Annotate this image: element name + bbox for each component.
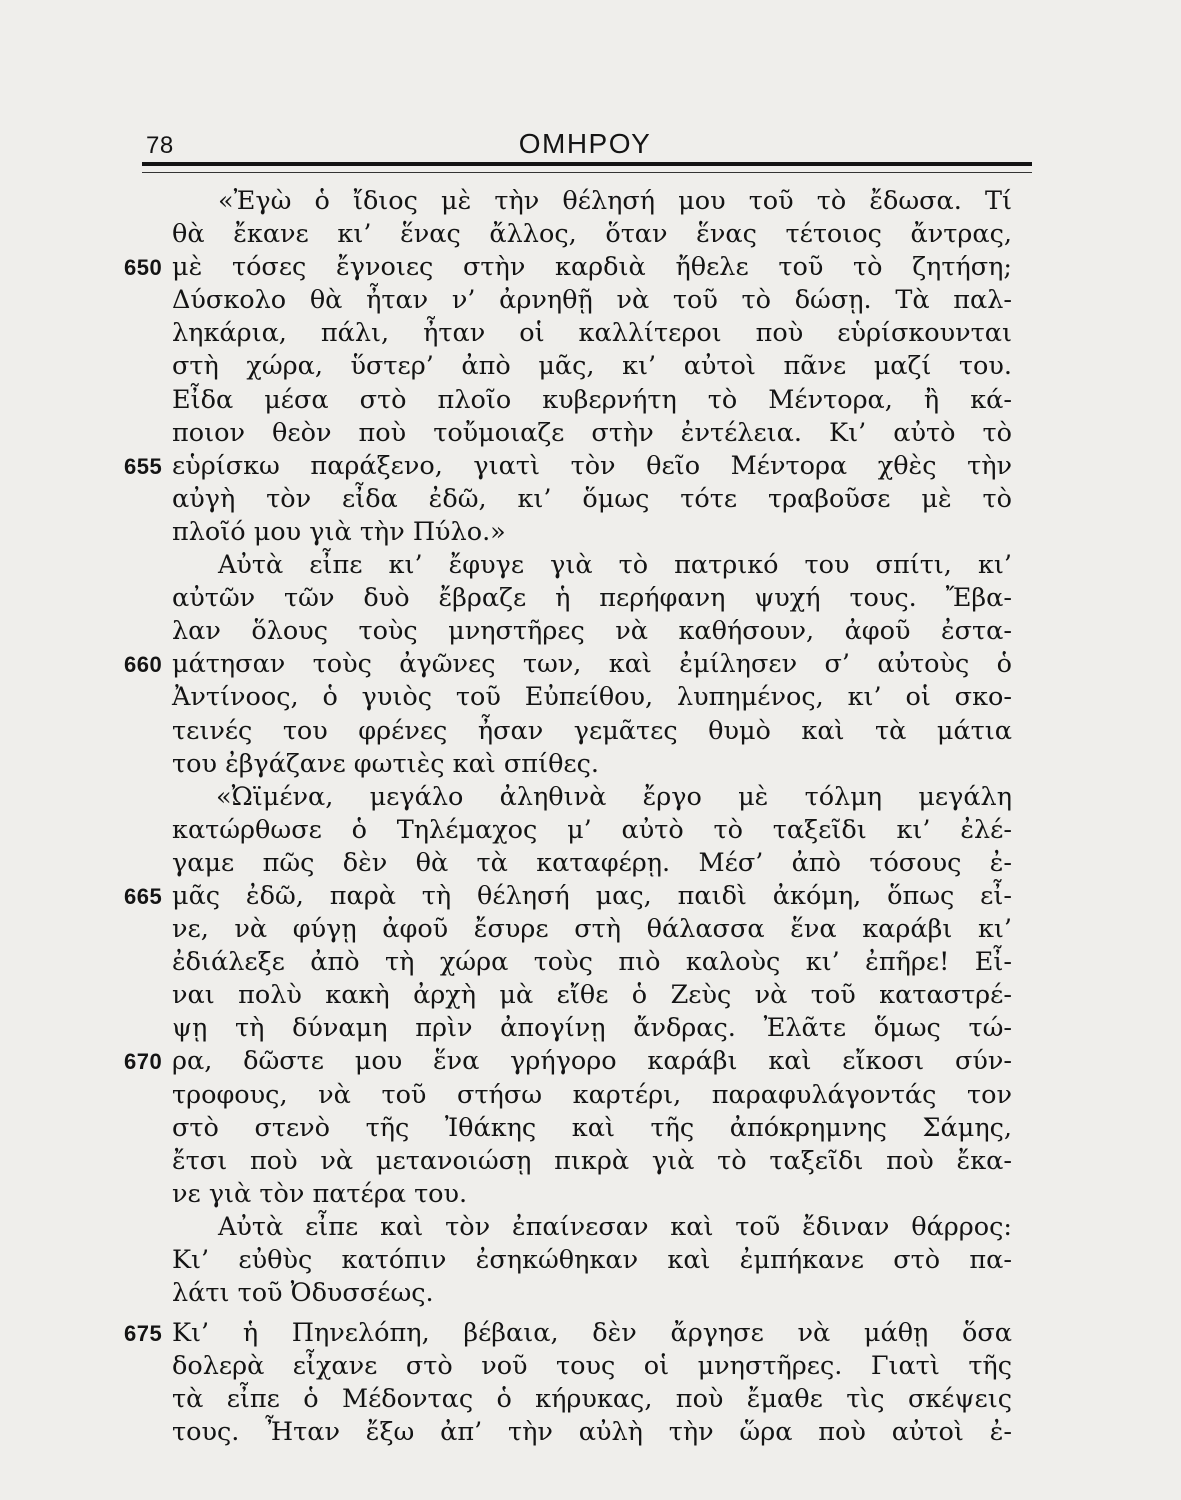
text-line	[124, 450, 1012, 483]
text-line	[124, 648, 1012, 681]
line-number: 650	[124, 255, 163, 281]
text-line: πλοῖό μου γιὰ τὴν Πύλο.»	[172, 516, 506, 547]
text-line: δολερὰ εἶχανε στὸ νοῦ τους οἱ μνηστῆρες. Γιατὶ τῆς	[172, 1351, 1012, 1382]
text-line: λαν ὅλους τοὺς μνηστῆρες νὰ καθήσουν, ἀφοῦ ἐστα-	[172, 616, 1012, 647]
line-text: Κι’ ἡ Πηνελόπη, βέβαια, δὲν ἄργησε νὰ μάθῃ ὅσα	[172, 1318, 1012, 1349]
line-text: εὑρίσκω παράξενο, γιατὶ τὸν θεῖο Μέντορα χθὲς τὴν	[172, 450, 1012, 481]
text-line: θὰ ἔκανε κι’ ἕνας ἄλλος, ὅταν ἕνας τέτοιος ἄντρας,	[172, 219, 1012, 250]
text-line: στὸ στενὸ τῆς Ἰθάκης καὶ τῆς ἀπόκρημνης Σάμης,	[172, 1112, 1012, 1143]
running-title: ΟΜΗΡΟΥ	[518, 128, 652, 159]
page-header	[140, 120, 1030, 160]
text-line: «Ἐγὼ ὁ ἴδιος μὲ τὴν θέλησή μου τοῦ τὸ ἔδωσα. Τί	[218, 186, 1012, 216]
paragraph-gap	[172, 1310, 1012, 1317]
text-line: τους. Ἦταν ἔξω ἀπ’ τὴν αὐλὴ τὴν ὥρα ποὺ αὐτοὶ ἐ-	[172, 1417, 1012, 1448]
text-line	[124, 1045, 1012, 1078]
text-line: Αὐτὰ εἶπε καὶ τὸν ἐπαίνεσαν καὶ τοῦ ἔδιναν θάρρος:	[218, 1211, 1012, 1242]
text-line: τὰ εἶπε ὁ Μέδοντας ὁ κήρυκας, ποὺ ἔμαθε τὶς σκέψεις	[172, 1384, 1012, 1415]
line-text: ρα, δῶστε μου ἕνα γρήγορο καράβι καὶ εἴκοσι σύν-	[172, 1046, 1012, 1077]
line-text: μᾶς ἐδῶ, παρὰ τὴ θέλησή μας, παιδὶ ἀκόμη, ὅπως εἶ-	[172, 880, 1012, 911]
text-line	[124, 880, 1012, 913]
text-line: «Ὠϊμένα, μεγάλο ἀληθινὰ ἔργο μὲ τόλμη μεγάλη	[216, 781, 1012, 812]
text-line: τροφους, νὰ τοῦ στήσω καρτέρι, παραφυλάγοντάς τον	[172, 1079, 1012, 1110]
text-line: ληκάρια, πάλι, ἦταν οἱ καλλίτεροι ποὺ εὑρίσκουνται	[172, 318, 1012, 349]
header-rule-thin	[142, 172, 1032, 173]
line-number: 675	[124, 1321, 163, 1347]
page-number: 78	[146, 132, 174, 159]
header-rule	[142, 162, 1032, 166]
text-line: στὴ χώρα, ὕστερ’ ἀπὸ μᾶς, κι’ αὐτοὶ πᾶνε μαζί του.	[172, 351, 1012, 382]
text-line: λάτι τοῦ Ὀδυσσέως.	[172, 1278, 434, 1309]
text-line: Αὐτὰ εἶπε κι’ ἔφυγε γιὰ τὸ πατρικό του σπίτι, κι’	[218, 550, 1012, 581]
text-line: ψῃ τὴ δύναμη πρὶν ἀπογίνῃ ἄνδρας. Ἐλᾶτε ὅμως τώ-	[172, 1013, 1012, 1044]
text-line: Εἶδα μέσα στὸ πλοῖο κυβερνήτη τὸ Μέντορα, ἢ κά-	[172, 384, 1012, 415]
line-text: μὲ τόσες ἔγνοιες στὴν καρδιὰ ἤθελε τοῦ τὸ ζητήση;	[172, 252, 1012, 283]
text-line: ἐδιάλεξε ἀπὸ τὴ χώρα τοὺς πιὸ καλοὺς κι’ ἐπῆρε! Εἶ-	[172, 947, 1012, 978]
text-line: κατώρθωσε ὁ Τηλέμαχος μ’ αὐτὸ τὸ ταξεῖδι κι’ ἐλέ-	[172, 814, 1012, 845]
text-line: ναι πολὺ κακὴ ἀρχὴ μὰ εἴθε ὁ Ζεὺς νὰ τοῦ καταστρέ-	[172, 980, 1012, 1011]
text-line: Ἀντίνοος, ὁ γυιὸς τοῦ Εὐπείθου, λυπημένος, κι’ οἱ σκο-	[172, 682, 1012, 713]
text-line: νε γιὰ τὸν πατέρα του.	[172, 1178, 468, 1209]
line-number: 670	[124, 1049, 163, 1075]
text-line: ἔτσι ποὺ νὰ μετανοιώσῃ πικρὰ γιὰ τὸ ταξεῖδι ποὺ ἔκα-	[172, 1145, 1012, 1176]
text-line: Δύσκολο θὰ ἦταν ν’ ἀρνηθῇ νὰ τοῦ τὸ δώσῃ. Τὰ παλ-	[172, 285, 1012, 316]
line-number: 665	[124, 883, 163, 909]
text-line: του ἐβγάζανε φωτιὲς καὶ σπίθες.	[172, 748, 600, 779]
text-line: τεινές του φρένες ἦσαν γεμᾶτες θυμὸ καὶ τὰ μάτια	[172, 715, 1012, 746]
line-number: 655	[124, 453, 163, 479]
text-line	[124, 251, 1012, 284]
line-number: 660	[124, 652, 163, 678]
text-line: αὐγὴ τὸν εἶδα ἐδῶ, κι’ ὅμως τότε τραβοῦσε μὲ τὸ	[172, 483, 1012, 514]
text-line: νε, νὰ φύγῃ ἀφοῦ ἔσυρε στὴ θάλασσα ἕνα καράβι κι’	[172, 914, 1012, 945]
line-text: μάτησαν τοὺς ἀγῶνες των, καὶ ἐμίλησεν σ’ αὐτοὺς ὁ	[172, 649, 1012, 680]
text-block	[124, 185, 1012, 1450]
text-line: γαμε πῶς δὲν θὰ τὰ καταφέρῃ. Μέσ’ ἀπὸ τόσους ἐ-	[172, 847, 1012, 878]
text-line	[124, 1317, 1012, 1350]
text-line: αὐτῶν τῶν δυὸ ἔβραζε ἡ περήφανη ψυχή τους. Ἔβα-	[172, 583, 1012, 614]
text-line: ποιον θεὸν ποὺ τοὔμοιαζε στὴν ἐντέλεια. Κι’ αὐτὸ τὸ	[172, 417, 1012, 448]
text-line: Κι’ εὐθὺς κατόπιν ἐσηκώθηκαν καὶ ἐμπήκανε στὸ πα-	[172, 1245, 1012, 1275]
